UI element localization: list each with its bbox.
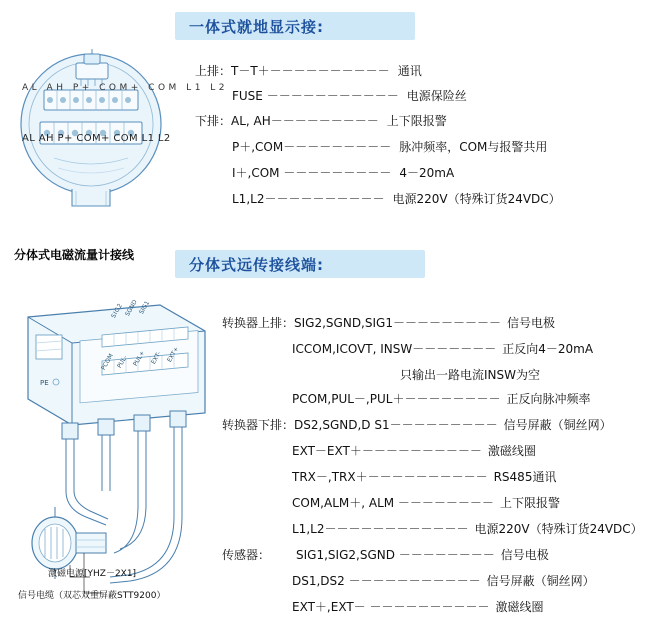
board-label-ext-plus: EXT+ [166,345,181,364]
board-label-pul-plus: PUL+ [132,349,147,368]
bottom-g1-row-3-code: COM,ALM＋, ALM －－－－－－－－ [292,496,494,510]
split-converter-drawing [10,295,210,605]
bottom-g0-row-0 [222,314,555,331]
bottom-g1-row-4 [292,520,643,537]
top-row-1-code: FUSE －－－－－－－－－－－ [232,89,399,103]
top-row-1-desc: 电源保险丝 [406,89,467,103]
bottom-g0-row-2-desc: 只输出一路电流INSW为空 [400,368,540,382]
bottom-g0-left: 转换器上排： [222,316,295,330]
top-row-3-code: P＋,COM－－－－－－－－－ [232,140,392,154]
bottom-g2-row-2 [292,598,544,615]
bottom-g1-row-0-desc: 信号屏蔽（铜丝网） [503,418,612,432]
bottom-g2-left: 传感器： [222,548,271,562]
bottom-g2-row-2-code: EXT＋,EXT－ －－－－－－－－－－ [292,600,490,614]
bottom-g1-row-0-code: DS2,SGND,D S1－－－－－－－－－ [294,418,498,432]
top-row-1 [232,87,467,104]
bottom-g1-row-2 [292,468,556,485]
board-label-pcom: PCOM [100,352,115,372]
annotation-signal-cable: 信号电缆（双芯双重屏蔽STT9200） [18,591,166,601]
top-row-2-code: AL, AH－－－－－－－－－ [231,114,379,128]
board-label-sig: SIG2 [110,302,125,320]
top-row-0 [195,62,422,79]
bottom-g0-row-1-desc: 正反向4－20mA [502,342,594,356]
top-row-4-code: I＋,COM －－－－－－－－－ [232,166,392,180]
top-row-3 [232,138,547,155]
bottom-g1-row-3 [292,494,560,511]
top-row-2-left: 下排： [195,114,232,128]
bottom-g0-row-0-code: SIG2,SGND,SIG1－－－－－－－－－ [294,316,501,330]
bottom-g1-row-4-desc: 电源220V（特殊订货24VDC） [474,522,643,536]
board-label-sig1: SIG1 [138,299,152,316]
bottom-g0-row-2 [400,366,540,383]
bottom-g1-row-1-code: EXT－EXT＋－－－－－－－－－－ [292,444,482,458]
bottom-g1-left: 转换器下排： [222,418,295,432]
top-row-4-desc: 4－20mA [399,166,455,180]
section-banner-remote [175,250,425,278]
bottom-g1-row-1-desc: 激磁线圈 [487,444,536,458]
terminal-lower-labels: AL AH P+ COM+ COM L1 L2 [22,133,171,144]
bottom-g0-row-3 [292,390,590,407]
top-row-5-desc: 电源220V（特殊订货24VDC） [392,192,561,206]
top-row-2 [195,112,447,129]
bottom-g1-row-0 [222,416,612,433]
top-row-0-code: T－T＋－－－－－－－－－－ [231,64,390,78]
bottom-g0-row-3-desc: 正反向脉冲频率 [506,392,591,406]
bottom-g1-row-2-desc: RS485通讯 [493,470,557,484]
top-row-0-desc: 通讯 [397,64,422,78]
bottom-g0-row-0-desc: 信号电极 [506,316,555,330]
top-row-0-left: 上排： [195,64,232,78]
split-type-caption: 分体式电磁流量计接线 [14,248,135,262]
svg-text:PE: PE [40,379,49,387]
bottom-g0-row-1 [292,340,593,357]
board-label-sgnd: SGND [124,298,139,318]
annotation-exciting-power: 激磁电源[YHZ－2X1] [48,569,137,579]
board-label-ext-minus: EXT- [150,350,163,366]
top-row-2-desc: 上下限报警 [386,114,447,128]
bottom-g0-row-1-code: ICCOM,ICOVT, INSW－－－－－－－ [292,342,497,356]
board-label-pul-minus: PUL- [116,354,129,370]
top-row-3-desc: 脉冲频率，COM与报警共用 [399,140,548,154]
bottom-g2-row-1-code: DS1,DS2 －－－－－－－－－－－ [292,574,481,588]
bottom-g2-row-2-desc: 激磁线圈 [495,600,544,614]
bottom-g1-row-4-code: L1,L2－－－－－－－－－－－－ [292,522,469,536]
terminal-upper-mini-labels: AL AH P+ COM+ COM L1 L2 [22,83,229,93]
bottom-g2-row-0-desc: 信号电极 [500,548,549,562]
bottom-g2-row-0-code: SIG1,SIG2,SGND －－－－－－－－ [296,548,495,562]
section-banner-integral-text: 一体式就地显示接: [189,17,324,36]
section-banner-remote-text: 分体式远传接线端: [189,255,324,274]
top-row-4 [232,164,454,181]
section-banner-integral [175,12,415,40]
bottom-g1-row-1 [292,442,536,459]
bottom-g2-row-1 [292,572,595,589]
bottom-g1-row-2-code: TRX－,TRX＋－－－－－－－－－－ [292,470,488,484]
integral-meter-drawing [14,46,169,206]
top-row-5-code: L1,L2－－－－－－－－－－ [232,192,385,206]
bottom-g2-row-1-desc: 信号屏蔽（铜丝网） [486,574,595,588]
bottom-g1-row-3-desc: 上下限报警 [499,496,560,510]
bottom-g2-row-0 [222,546,549,563]
top-row-5 [232,190,561,207]
bottom-g0-row-3-code: PCOM,PUL－,PUL＋－－－－－－－－ [292,392,501,406]
